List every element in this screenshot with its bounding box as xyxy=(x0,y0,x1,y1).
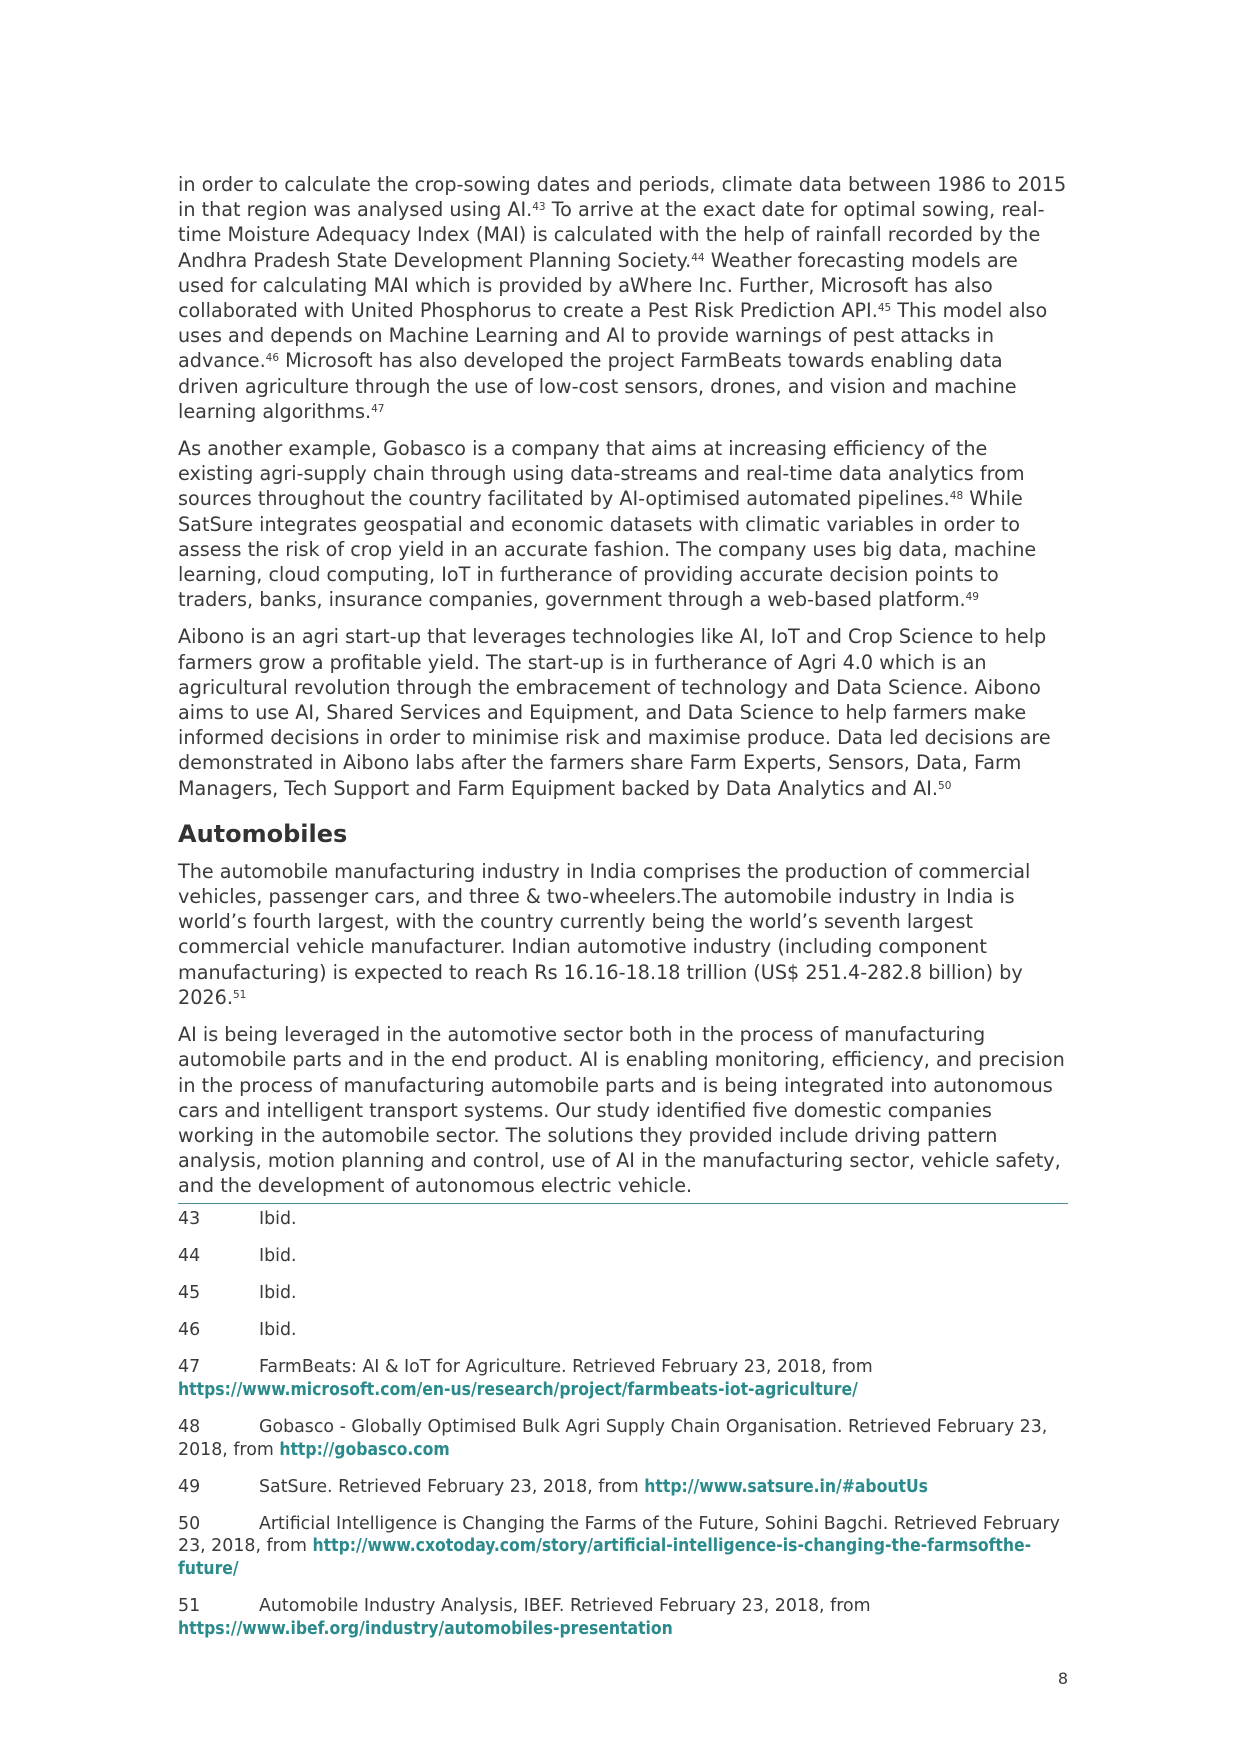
footnote-number: 48 xyxy=(178,1417,201,1438)
footnote-item xyxy=(178,1319,1068,1342)
footnote-text: Artificial Intelligence is Changing the Farms of the Future, Sohini Bagchi. Retrieved February 23, 2018, from xyxy=(178,1513,1060,1557)
paragraph-ai-automotive: AI is being leveraged in the automotive sector both in the process of manufacturing automobile parts and in the end product. AI is enabling monitoring, efficiency, and precision in the process of manufacturing automobile parts and is being integrated into autonomous cars and intelligent transport systems. Our study identified five domestic companies working in the automobile sector. The solutions they provided include driving pattern analysis, motion planning and control, use of AI in the manufacturing sector, vehicle safety, and the development of autonomous electric vehicle. xyxy=(178,1023,1065,1198)
footnote-divider xyxy=(178,1203,1068,1204)
footnote-number: 49 xyxy=(178,1476,201,1497)
footnote-ref[interactable]: 45 xyxy=(877,302,892,315)
footnote-text: FarmBeats: AI & IoT for Agriculture. Retrieved February 23, 2018, from xyxy=(259,1357,873,1378)
footnote-number: 47 xyxy=(178,1357,201,1378)
footnote-link[interactable]: https://www.microsoft.com/en-us/research/project/farmbeats-iot-agriculture/ xyxy=(178,1379,858,1400)
footnotes xyxy=(178,1208,1068,1655)
footnote-number: 51 xyxy=(178,1596,201,1617)
footnote-text: Ibid. xyxy=(259,1246,297,1267)
page-number: 8 xyxy=(1057,1669,1068,1688)
footnote-number: 43 xyxy=(178,1209,201,1229)
footnote-item xyxy=(178,1245,1068,1268)
footnote-number: 44 xyxy=(178,1246,201,1267)
footnote-item xyxy=(178,1476,1068,1499)
paragraph-aibono: Aibono is an agri start-up that leverages technologies like AI, IoT and Crop Science to help farmers grow a profitable yield. The start-up is in furtherance of Agri 4.0 which is an agricultural revolution through the embracement of technology and Data Science. Aibono aims to use AI, Shared Services and Equipment, and Data Science to help farmers make informed decisions in order to minimise risk and maximise produce. Data led decisions are demonstrated in Aibono labs after the farmers share Farm Experts, Sensors, Data, Farm Managers, Tech Support and Farm Equipment backed by Data Analytics and AI.$^{50}$ xyxy=(178,625,1051,800)
paragraph-crop-sowing: in order to calculate the crop-sowing dates and periods, climate data between 1986 to 2015 in that region was analysed using AI.$^{43}$ To arrive at the exact date for optimal sowing, real-time Moisture Adequacy Index (MAI) is calculated with the help of rainfall recorded by the Andhra Pradesh State Development Planning Society.$^{44}$ Weather forecasting models are used for calculating MAI which is provided by aWhere Inc. Further, Microsoft has also collaborated with United Phosphorus to create a Pest Risk Prediction API.$^{45}$ This model also uses and depends on Machine Learning and AI to provide warnings of pest attacks in advance.$^{46}$ Microsoft has also developed the project FarmBeats towards enabling data driven agriculture through the use of low-cost sensors, drones, and vision and machine learning algorithms.$^{47}$ xyxy=(178,173,1067,423)
footnote-ref[interactable]: 50 xyxy=(938,779,952,792)
footnote-text: Automobile Industry Analysis, IBEF. Retrieved February 23, 2018, from xyxy=(259,1596,871,1617)
footnote-ref[interactable]: 44 xyxy=(691,251,705,264)
footnote-link[interactable]: http://www.satsure.in/#aboutUs xyxy=(644,1476,928,1497)
footnote-number: 50 xyxy=(178,1513,201,1534)
paragraph-automobile-industry: The automobile manufacturing industry in India comprises the production of commercial vehicles, passenger cars, and three & two-wheelers.The automobile industry in India is world’s fourth largest, with the country currently being the world’s seventh largest commercial vehicle manufacturer. Indian automotive industry (including component manufacturing) is expected to reach Rs 16.16-18.18 trillion (US$ 251.4-282.8 billion) by 2026.51 xyxy=(178,859,1031,1009)
footnote-ref[interactable]: 48 xyxy=(949,490,964,503)
footnote-item xyxy=(178,1595,1068,1640)
footnote-item xyxy=(178,1282,1068,1305)
footnote-text: SatSure. Retrieved February 23, 2018, from xyxy=(259,1476,645,1497)
footnote-ref[interactable]: 49 xyxy=(965,591,979,604)
section-heading: Automobiles xyxy=(178,819,348,848)
footnote-number: 45 xyxy=(178,1283,201,1304)
footnote-item xyxy=(178,1513,1068,1581)
footnote-item xyxy=(178,1208,1068,1231)
footnote-ref[interactable]: 47 xyxy=(371,402,385,415)
footnote-ref[interactable]: 51 xyxy=(232,988,247,1001)
footnote-link[interactable]: https://www.ibef.org/industry/automobiles-presentation xyxy=(178,1618,673,1639)
footnote-link[interactable]: http://gobasco.com xyxy=(279,1439,450,1460)
paragraph-gobasco-satsure: As another example, Gobasco is a company that aims at increasing efficiency of the existing agri-supply chain through using data-streams and real-time data analytics from sources throughout the country facilitated by AI-optimised automated pipelines.$^{48}$ While SatSure integrates geospatial and economic datasets with climatic variables in order to assess the risk of crop yield in an accurate fashion. The company uses big data, machine learning, cloud computing, IoT in furtherance of providing accurate decision points to traders, banks, insurance companies, government through a web-based platform.$^{49}$ xyxy=(178,437,1037,612)
footnote-link[interactable]: http://www.cxotoday.com/story/artificial-intelligence-is-changing-the-farmsofthe-future/ xyxy=(178,1536,1032,1580)
footnote-item xyxy=(178,1416,1068,1461)
footnote-text: Ibid. xyxy=(259,1320,297,1341)
footnote-text: Ibid. xyxy=(259,1283,297,1304)
footnote-text: Ibid. xyxy=(259,1209,297,1229)
footnote-ref[interactable]: 46 xyxy=(265,352,280,365)
footnote-item xyxy=(178,1356,1068,1401)
main-text xyxy=(178,172,1068,1211)
footnote-number: 46 xyxy=(178,1320,201,1341)
footnote-ref[interactable]: 43 xyxy=(532,201,546,214)
footnote-text: Gobasco - Globally Optimised Bulk Agri Supply Chain Organisation. Retrieved February 23, 2018, from xyxy=(178,1417,1048,1460)
